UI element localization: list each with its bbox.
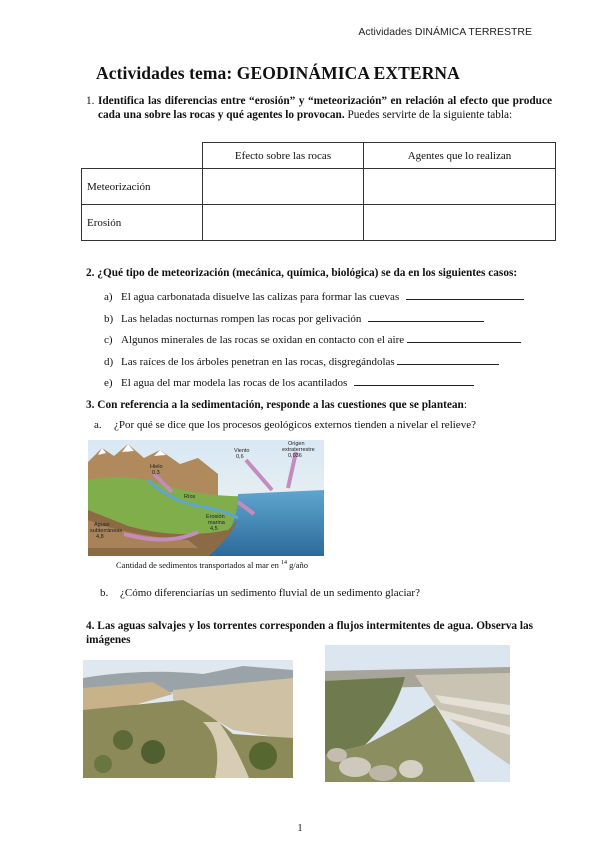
table-row-label-erosion: Erosión bbox=[82, 205, 203, 241]
question-1-bold-text: Identifica las diferencias entre “erosión” y “meteorización” en relación al efecto que produce cada una sobre las rocas y qué agentes lo provocan. bbox=[98, 95, 552, 121]
answer-blank-b[interactable] bbox=[368, 311, 484, 322]
table-header-agents: Agentes que lo realizan bbox=[364, 143, 556, 169]
caption-superscript: 14 bbox=[281, 560, 287, 567]
answer-blank-e[interactable] bbox=[354, 375, 474, 386]
table-header-effect: Efecto sobre las rocas bbox=[203, 143, 364, 169]
question-2-item-e bbox=[104, 375, 474, 389]
boulder bbox=[327, 748, 347, 762]
question-1 bbox=[86, 94, 552, 122]
label-viento-value: 0,6 bbox=[236, 454, 244, 460]
table-cell-effect-meteorizacion[interactable] bbox=[203, 169, 364, 205]
item-letter: b) bbox=[104, 313, 114, 325]
shrub bbox=[141, 740, 165, 764]
table-row-label-meteorizacion: Meteorización bbox=[82, 169, 203, 205]
table-cell-agents-erosion[interactable] bbox=[364, 205, 556, 241]
canyon-photo bbox=[325, 645, 510, 782]
answer-blank-c[interactable] bbox=[407, 332, 521, 343]
boulder bbox=[399, 760, 423, 778]
label-erosion: Erosión bbox=[206, 514, 225, 520]
label-origen: Origen bbox=[288, 441, 305, 447]
page-title: Actividades tema: GEODINÁMICA EXTERNA bbox=[96, 63, 460, 83]
label-viento: Viento bbox=[234, 448, 250, 454]
item-letter: a) bbox=[104, 291, 113, 303]
question-4: 4. Las aguas salvajes y los torrentes corresponden a flujos intermitentes de agua. Observa las imágenes bbox=[86, 620, 534, 646]
gully-photo bbox=[83, 660, 293, 778]
label-aguas-value: 4,8 bbox=[96, 534, 104, 540]
caption-text: Cantidad de sedimentos transportados al mar en bbox=[116, 560, 279, 570]
label-extraterrestre: extraterrestre bbox=[282, 447, 315, 453]
answer-table bbox=[81, 142, 556, 241]
boulder bbox=[369, 765, 397, 781]
item-letter: d) bbox=[104, 356, 114, 368]
label-marina: marina bbox=[208, 520, 225, 526]
item-text: El agua del mar modela las rocas de los acantilados bbox=[121, 377, 348, 389]
label-rios: Ríos bbox=[184, 494, 196, 500]
question-3-title bbox=[86, 399, 467, 411]
table-cell-effect-erosion[interactable] bbox=[203, 205, 364, 241]
item-text: ¿Cómo diferenciarías un sedimento fluvial de un sedimento glaciar? bbox=[120, 587, 420, 599]
shrub bbox=[94, 755, 112, 773]
item-letter: a. bbox=[94, 419, 102, 431]
answer-blank-d[interactable] bbox=[397, 354, 499, 365]
label-origen-value: 0,036 bbox=[288, 453, 302, 459]
label-erosion-value: 4,5 bbox=[210, 526, 218, 532]
item-letter: c) bbox=[104, 334, 113, 346]
shrub bbox=[113, 730, 133, 750]
question-2-item-c bbox=[104, 332, 521, 346]
question-2-title: 2. ¿Qué tipo de meteorización (mecánica, química, biológica) se da en los siguientes casos: bbox=[86, 267, 518, 279]
sedimentation-illustration bbox=[88, 440, 324, 556]
item-text: El agua carbonatada disuelve las calizas para formar las cuevas bbox=[121, 291, 400, 303]
item-text: Las heladas nocturnas rompen las rocas por gelivación bbox=[121, 313, 362, 325]
table-corner-cell bbox=[82, 143, 203, 169]
question-1-plain-text: Puedes servirte de la siguiente tabla: bbox=[347, 109, 513, 121]
label-hielo: Hielo bbox=[150, 464, 163, 470]
answer-blank-a[interactable] bbox=[406, 289, 524, 300]
shrub bbox=[249, 742, 277, 770]
question-3-title-text: 3. Con referencia a la sedimentación, responde a las cuestiones que se plantean bbox=[86, 399, 464, 411]
question-3a bbox=[94, 419, 476, 431]
question-2-item-b bbox=[104, 311, 484, 325]
question-3-title-colon: : bbox=[463, 399, 467, 411]
item-text: ¿Por qué se dice que los procesos geológicos externos tienden a nivelar el relieve? bbox=[114, 419, 476, 431]
label-aguas: Aguas bbox=[94, 522, 110, 528]
item-text: Algunos minerales de las rocas se oxidan en contacto con el aire bbox=[121, 334, 405, 346]
item-text: Las raíces de los árboles penetran en las rocas, disgregándolas bbox=[121, 356, 395, 368]
item-letter: b. bbox=[100, 587, 109, 599]
label-hielo-value: 0,3 bbox=[152, 470, 160, 476]
caption-units: g/año bbox=[289, 560, 309, 570]
running-header: Actividades DINÁMICA TERRESTRE bbox=[358, 26, 532, 38]
figure-caption bbox=[116, 560, 308, 570]
label-subterraneas: subterráneas bbox=[90, 528, 123, 534]
page-number: 1 bbox=[297, 823, 303, 834]
question-3b bbox=[100, 587, 420, 599]
item-letter: e) bbox=[104, 377, 113, 389]
question-2-item-a bbox=[104, 289, 524, 303]
question-1-number: 1. bbox=[86, 95, 95, 107]
table-cell-agents-meteorizacion[interactable] bbox=[364, 169, 556, 205]
question-2-item-d bbox=[104, 354, 499, 368]
